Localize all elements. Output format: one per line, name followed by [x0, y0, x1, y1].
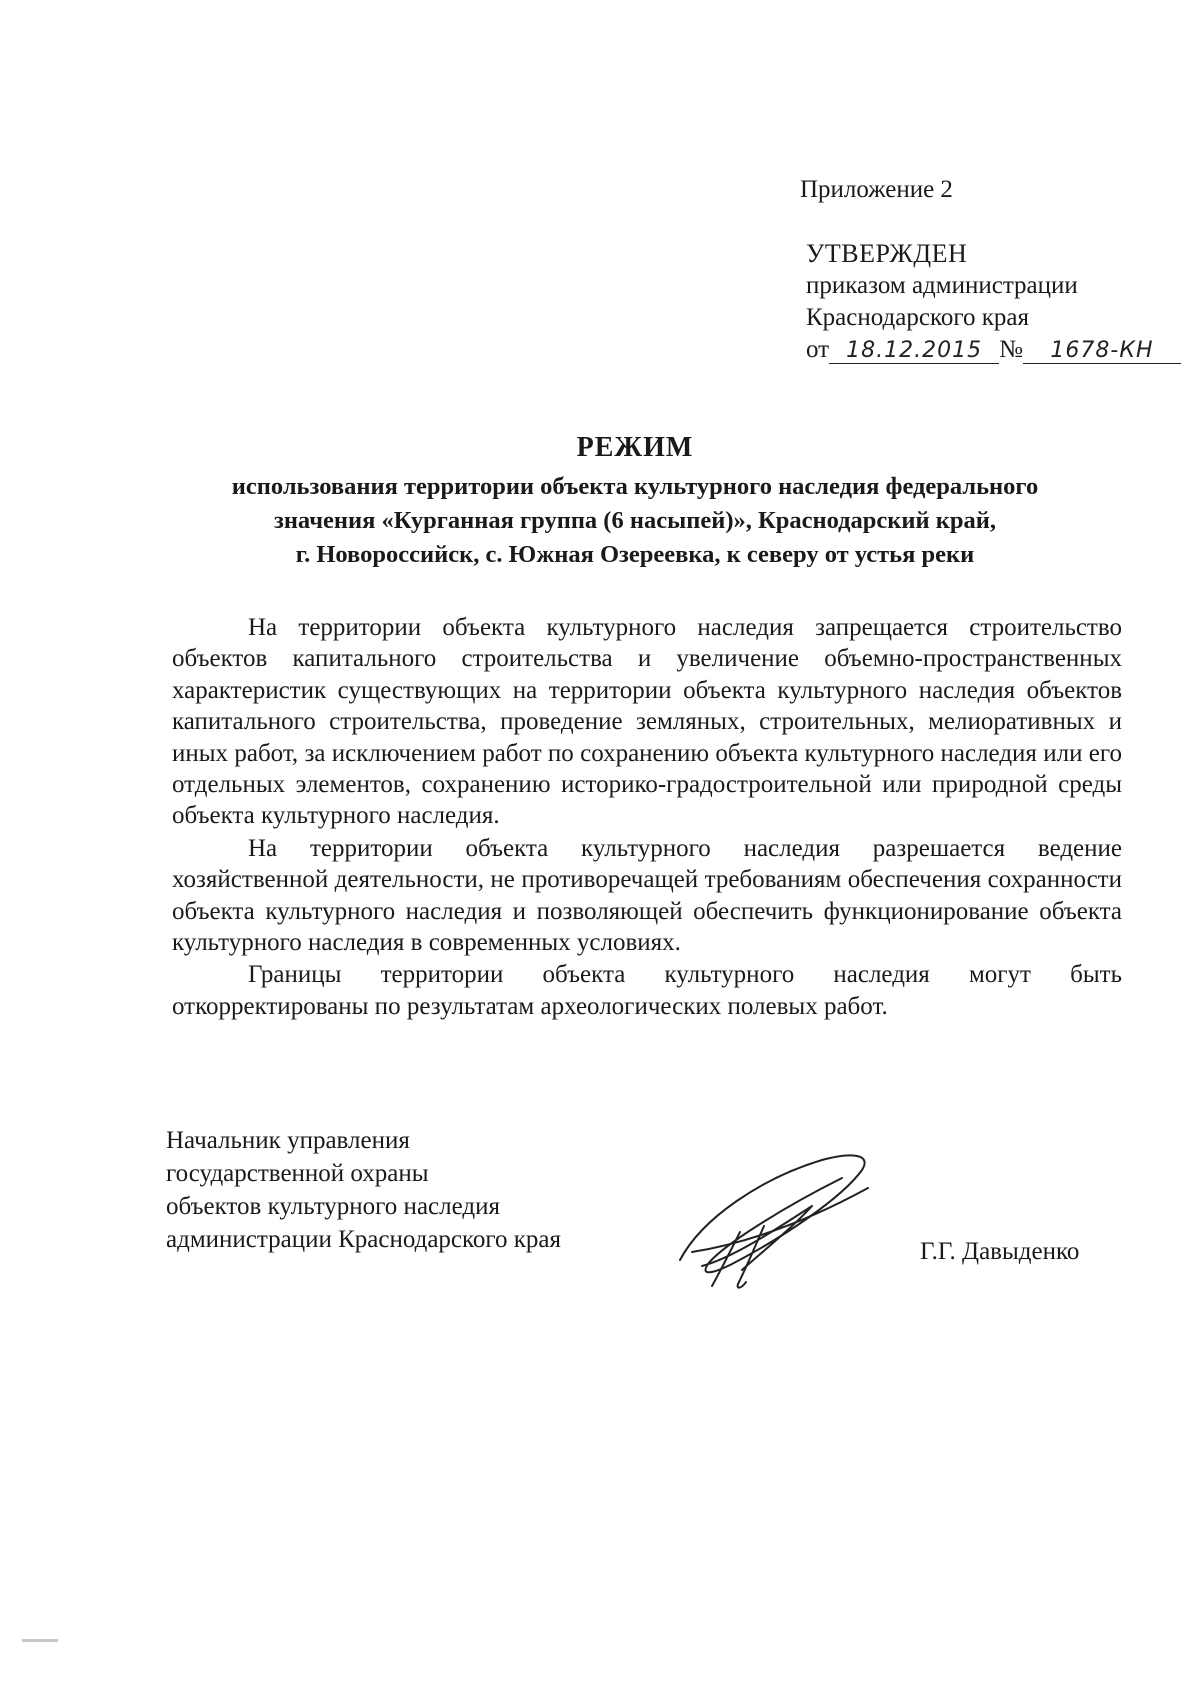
- number-prefix: №: [999, 336, 1023, 363]
- scan-edge-mark: [22, 1639, 58, 1642]
- handwritten-signature: [672, 1148, 892, 1298]
- position-line-4: администрации Краснодарского края: [166, 1226, 562, 1253]
- title-main: РЕЖИМ: [576, 432, 694, 463]
- approved-by-line-1: приказом администрации: [806, 272, 1078, 299]
- approved-heading: УТВЕРЖДЕН: [806, 239, 968, 268]
- title-line-1: использования территории объекта культурного наследия федерального: [231, 473, 1039, 500]
- paragraph-permission: На территории объекта культурного наследия разрешается ведение хозяйственной деятельности, не противоречащей требованиям обеспечения сохранности объекта культурного наследия и позволяющей обеспечить функционирование объекта культурного наследия в современных условиях.: [172, 834, 1122, 957]
- position-line-3: объектов культурного наследия: [166, 1193, 500, 1220]
- handwritten-date: 18.12.2015: [829, 339, 999, 364]
- body-text: [172, 612, 1122, 1023]
- signer-name: Г.Г. Давыденко: [920, 1238, 1080, 1265]
- document-title: [160, 432, 1110, 572]
- date-prefix: от: [806, 336, 830, 363]
- title-line-2: значения «Курганная группа (6 насыпей)», Краснодарский край,: [273, 507, 997, 534]
- approval-stamp: [806, 238, 1181, 366]
- order-date-number-line: [806, 334, 1181, 366]
- position-line-2: государственной охраны: [166, 1160, 429, 1187]
- appendix-label: Приложение 2: [800, 176, 953, 203]
- approved-by-line-2: Краснодарского края: [806, 304, 1029, 331]
- title-line-3: г. Новороссийск, с. Южная Озереевка, к северу от устья реки: [295, 541, 975, 568]
- paragraph-prohibition: На территории объекта культурного наследия запрещается строительство объектов капитального строительства и увеличение объемно-пространственных характеристик существующих на территории объекта культурного наследия объектов капитального строительства, проведение земляных, строительных, мелиоративных и иных работ, за исключением работ по сохранению объекта культурного наследия или его отдельных элементов, сохранению историко-градостроительной или природной среды объекта культурного наследия.: [172, 614, 1122, 830]
- signatory-position: [166, 1124, 561, 1256]
- handwritten-order-number: 1678-КН: [1023, 339, 1181, 364]
- paragraph-boundaries: Границы территории объекта культурного наследия могут быть откорректированы по результатам археологических полевых работ.: [172, 961, 1122, 1020]
- position-line-1: Начальник управления: [166, 1127, 410, 1154]
